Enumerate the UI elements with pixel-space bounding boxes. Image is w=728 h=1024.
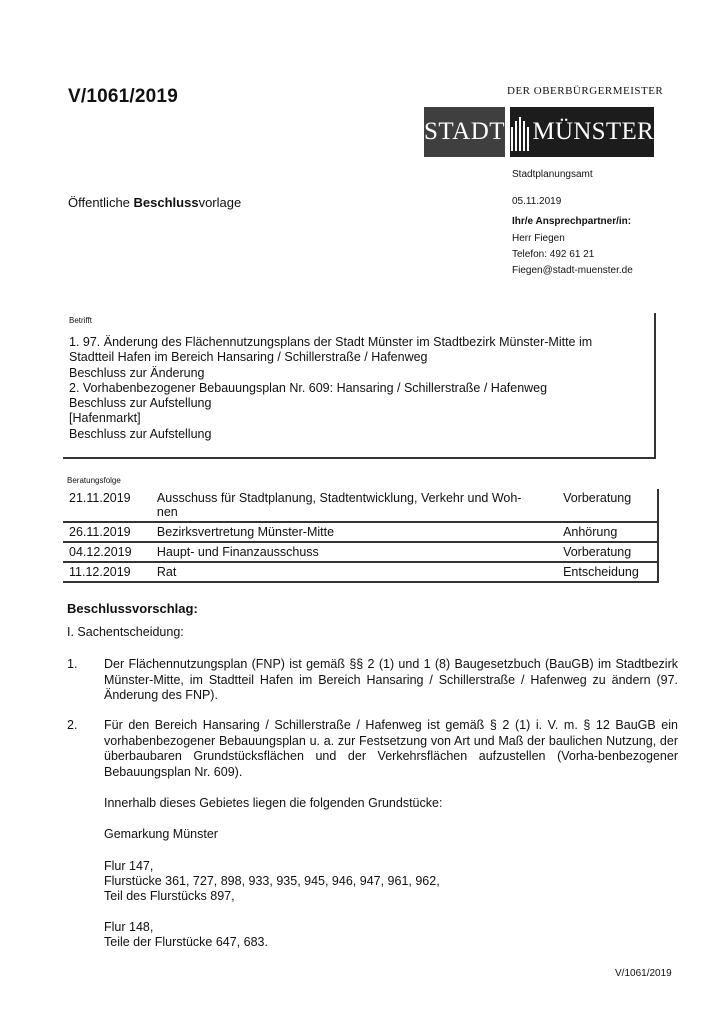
subject-label: Betrifft: [69, 316, 92, 325]
city-emblem-icon: [510, 107, 530, 157]
row-art: Anhörung: [557, 522, 658, 542]
row-gremium-line: Ausschuss für Stadtplanung, Stadtentwicklung, Verkehr und Woh-: [156, 491, 522, 505]
subject-line: [Hafenmarkt]: [69, 411, 141, 426]
city-logo: [424, 107, 654, 157]
item-text: Der Flächennutzungsplan (FNP) ist gemäß §§ 2 (1) und 1 (8) Baugesetzbuch (BauGB) im Stadtbezirk Münster-Mitte, im Stadtteil Hafen im Bereich Hansaring / Schillerstraße / Hafenweg zu ändern (97. Änderung des FNP).: [104, 657, 678, 702]
row-gremium: Bezirksvertretung Münster-Mitte: [156, 525, 335, 539]
proposal-subtitle: I. Sachentscheidung:: [67, 625, 184, 639]
beratung-label: Beratungsfolge: [67, 476, 121, 485]
document-number: V/1061/2019: [68, 86, 178, 107]
subject-line: Stadtteil Hafen im Bereich Hansaring / Schillerstraße / Hafenweg: [69, 350, 428, 365]
office-name: Stadtplanungsamt: [512, 169, 593, 180]
footer-document-number: V/1061/2019: [615, 968, 672, 979]
table-row: [63, 562, 658, 582]
logo-text-stadt: STADT: [424, 107, 505, 157]
doc-type-bold: Beschluss: [133, 195, 199, 210]
contact-heading: Ihr/e Ansprechpartner/in:: [512, 216, 632, 227]
logo-text-muenster: MÜNSTER: [530, 107, 654, 157]
document-date: 05.11.2019: [512, 196, 562, 207]
proposal-title: Beschlussvorschlag:: [67, 601, 198, 616]
row-date: 04.12.2019: [69, 545, 132, 559]
flur-148-part: Teile der Flurstücke 647, 683.: [104, 935, 268, 949]
doc-type-suffix: vorlage: [198, 195, 242, 210]
row-gremium: Haupt- und Finanzausschuss: [156, 545, 319, 559]
table-row: [63, 522, 658, 542]
subject-text: [69, 335, 592, 442]
item-number: 2.: [67, 718, 78, 732]
flur-147-plots: Flurstücke 361, 727, 898, 933, 935, 945, 946, 947, 961, 962,: [104, 874, 440, 888]
row-date: 26.11.2019: [69, 525, 131, 539]
row-art: Entscheidung: [557, 562, 658, 582]
subject-line: 1. 97. Änderung des Flächennutzungsplans der Stadt Münster im Stadtbezirk Münster-Mitte im: [69, 335, 593, 349]
item-number: 1.: [67, 657, 78, 671]
contact-phone: Telefon: 492 61 21: [512, 249, 595, 260]
contact-name: Herr Fiegen: [512, 233, 565, 244]
document-type: [68, 195, 241, 210]
mayor-label: DER OBERBÜRGERMEISTER: [507, 85, 664, 97]
flur-148: Flur 148,: [104, 920, 154, 934]
flur-147: Flur 147,: [104, 859, 154, 873]
row-gremium: [151, 489, 557, 522]
table-row: [63, 489, 658, 522]
subject-line: Beschluss zur Aufstellung: [69, 426, 212, 441]
item-text: Für den Bereich Hansaring / Schillerstraße / Hafenweg ist gemäß § 2 (1) i. V. m. § 12 BauGB ein vorhabenbezogener Bebauungsplan u. a. zur Festsetzung von Art und Maß der baulichen Nutzung, der überbaubaren Grundstücksflächen und der Verkehrsflächen aufzustellen (Vorha-benbezogener Bebauungsplan Nr. 609).: [104, 718, 678, 779]
subject-line: Beschluss zur Aufstellung: [69, 396, 212, 411]
plots-intro: Innerhalb dieses Gebietes liegen die folgenden Grundstücke:: [104, 796, 443, 810]
row-art: Vorberatung: [557, 542, 658, 562]
doc-type-prefix: Öffentliche: [68, 195, 134, 210]
subject-line: Beschluss zur Änderung: [69, 365, 205, 380]
subject-line: 2. Vorhabenbezogener Bebauungsplan Nr. 609: Hansaring / Schillerstraße / Hafenweg: [69, 380, 548, 395]
row-art: Vorberatung: [557, 489, 658, 522]
flur-147-part: Teil des Flurstücks 897,: [104, 889, 235, 903]
row-date: 21.11.2019: [69, 491, 131, 505]
beratung-table: [63, 489, 659, 583]
contact-email[interactable]: Fiegen@stadt-muenster.de: [512, 265, 633, 276]
row-gremium-line: nen: [156, 505, 178, 519]
gemarkung: Gemarkung Münster: [104, 827, 218, 841]
row-gremium: Rat: [156, 565, 177, 579]
table-row: [63, 542, 658, 562]
row-date: 11.12.2019: [69, 565, 131, 579]
